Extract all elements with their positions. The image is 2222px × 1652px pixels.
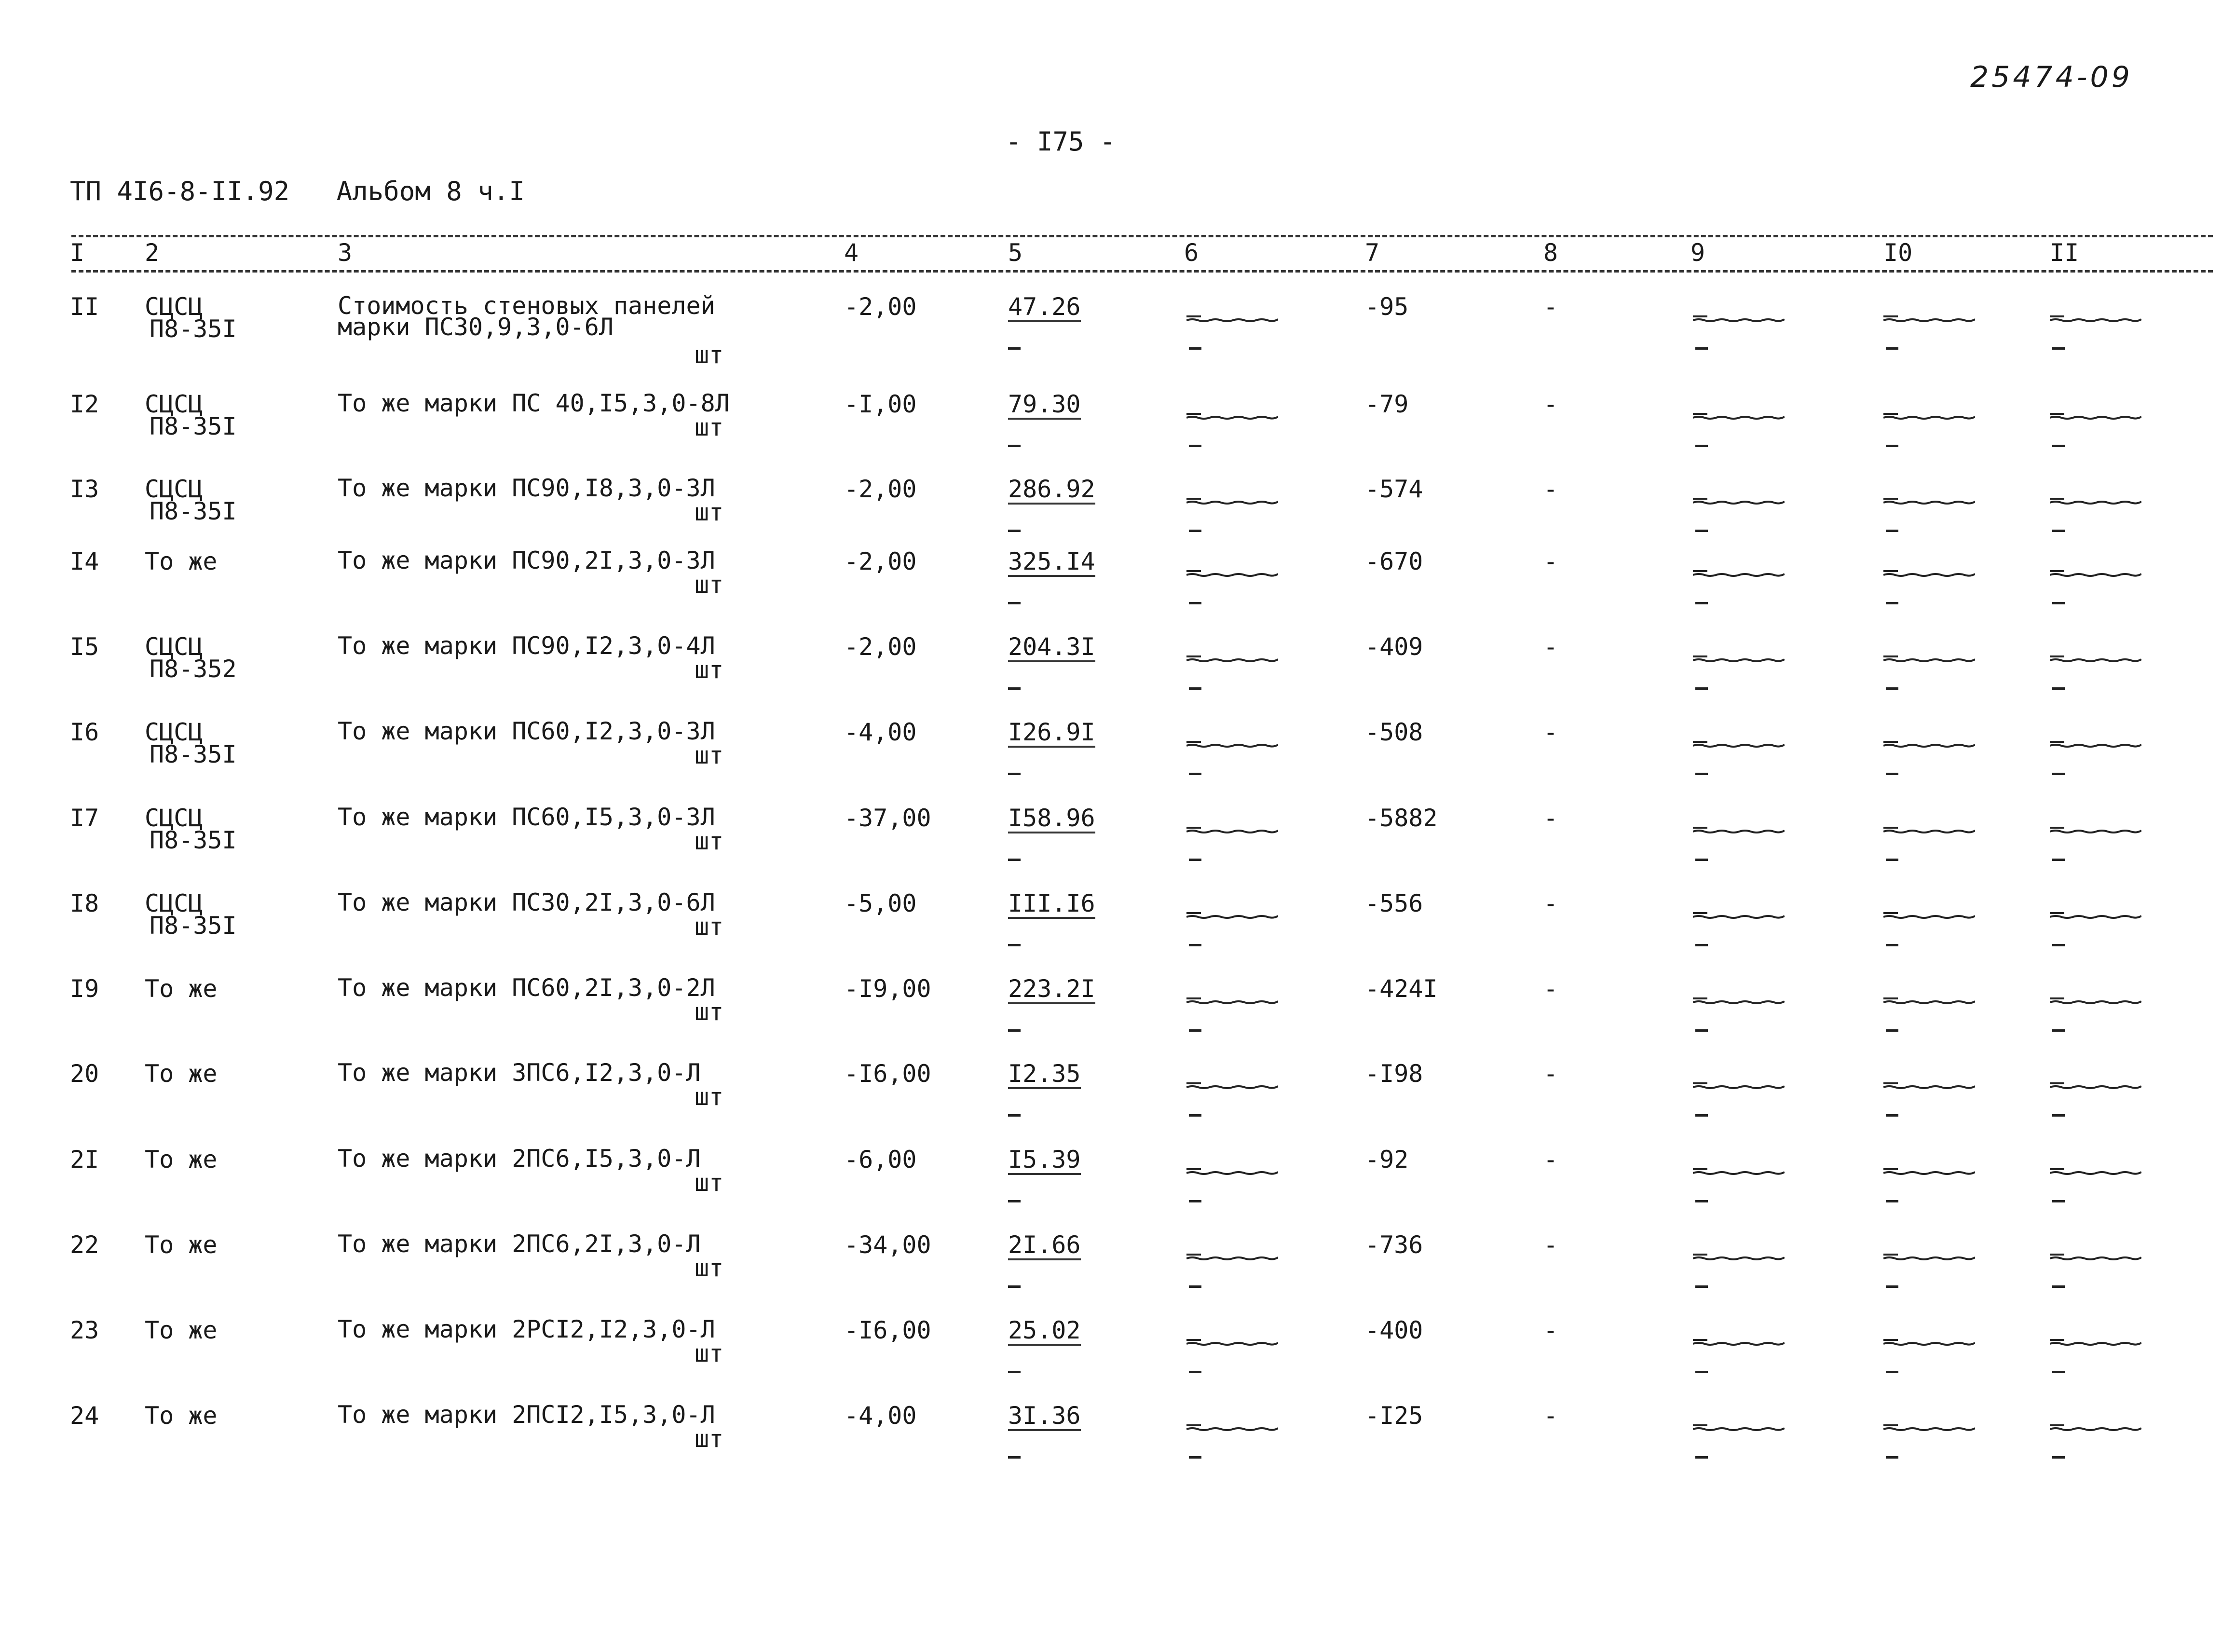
dash-mark (1695, 347, 1708, 350)
row-number: I4 (70, 547, 99, 575)
row-description-line2: марки ПС30,9,3,0-6Л (338, 313, 613, 341)
empty-value-mark (2050, 411, 2141, 421)
row-price: I26.9I (1008, 720, 1095, 748)
row-column-8: - (1543, 1146, 1558, 1174)
dash-mark (2052, 944, 2065, 946)
dash-mark (1189, 687, 1201, 690)
row-unit: шт (695, 571, 724, 599)
row-unit: шт (695, 1425, 724, 1453)
dash-mark (1008, 859, 1021, 861)
dash-mark (2052, 687, 2065, 690)
row-price: I2.35 (1008, 1061, 1081, 1089)
row-code: СЦСЦ (145, 390, 203, 418)
dash-mark (1695, 1456, 1708, 1459)
dash-mark (1189, 347, 1201, 350)
column-header: 5 (1008, 239, 1023, 267)
empty-value-mark (2050, 1337, 2141, 1347)
empty-value-mark (1693, 996, 1785, 1005)
row-code: СЦСЦ (145, 718, 203, 746)
row-column-8: - (1543, 804, 1558, 832)
empty-value-mark (1883, 1080, 1975, 1090)
row-description: То же марки ПС90,I8,3,0-3Л (338, 474, 715, 502)
row-price: 223.2I (1008, 976, 1095, 1004)
dash-mark (1695, 1114, 1708, 1117)
row-total: -508 (1365, 718, 1423, 746)
row-price: I5.39 (1008, 1147, 1081, 1175)
dash-mark (1886, 773, 1898, 775)
row-code: СЦСЦ (145, 804, 203, 832)
empty-value-mark (1186, 654, 1278, 663)
dash-mark (1189, 1456, 1201, 1459)
dash-mark (1886, 1456, 1898, 1459)
dash-mark (1695, 944, 1708, 946)
page-number: - I75 - (1006, 126, 1116, 157)
row-column-8: - (1543, 1402, 1558, 1430)
row-quantity: -6,00 (844, 1146, 917, 1174)
empty-value-mark (1186, 496, 1278, 505)
dash-mark (1886, 1371, 1898, 1373)
row-description: То же марки ПС 40,I5,3,0-8Л (338, 389, 730, 417)
empty-value-mark (2050, 654, 2141, 663)
empty-value-mark (1883, 825, 1975, 834)
dash-mark (2052, 1285, 2065, 1288)
row-price: 3I.36 (1008, 1403, 1081, 1431)
empty-value-mark (1693, 496, 1785, 505)
empty-value-mark (2050, 825, 2141, 834)
empty-value-mark (1883, 1337, 1975, 1347)
row-column-8: - (1543, 1316, 1558, 1344)
empty-value-mark (1186, 996, 1278, 1005)
row-column-8: - (1543, 718, 1558, 746)
row-description: То же марки ПС90,I2,3,0-4Л (338, 632, 715, 660)
dash-mark (1886, 445, 1898, 447)
empty-value-mark (1883, 314, 1975, 323)
empty-value-mark (1693, 1252, 1785, 1261)
row-code: То же (145, 1231, 218, 1259)
row-column-8: - (1543, 390, 1558, 418)
row-number: I2 (70, 390, 99, 418)
row-column-8: - (1543, 975, 1558, 1003)
dash-mark (1695, 530, 1708, 532)
row-unit: шт (695, 913, 724, 941)
row-quantity: -4,00 (844, 718, 917, 746)
row-unit: шт (695, 1339, 724, 1367)
row-code-secondary: П8-35I (150, 315, 237, 343)
row-quantity: -5,00 (844, 889, 917, 917)
row-total: -5882 (1365, 804, 1438, 832)
column-header: II (2050, 239, 2079, 267)
row-code: То же (145, 1316, 218, 1344)
row-number: I8 (70, 889, 99, 917)
dash-mark (1008, 1200, 1021, 1202)
dash-mark (1189, 602, 1201, 604)
row-description: То же марки 2РСI2,I2,3,0-Л (338, 1315, 715, 1343)
row-number: 24 (70, 1402, 99, 1430)
row-unit: шт (695, 827, 724, 855)
row-code: То же (145, 1060, 218, 1088)
dash-mark (1008, 445, 1021, 447)
dash-mark (2052, 859, 2065, 861)
row-quantity: -34,00 (844, 1231, 931, 1259)
row-number: II (70, 293, 99, 321)
row-description: То же марки ПС90,2I,3,0-3Л (338, 546, 715, 574)
dash-mark (1695, 773, 1708, 775)
row-total: -I98 (1365, 1060, 1423, 1088)
empty-value-mark (2050, 1252, 2141, 1261)
row-quantity: -37,00 (844, 804, 931, 832)
row-unit: шт (695, 498, 724, 526)
row-total: -92 (1365, 1146, 1409, 1174)
row-code-secondary: П8-35I (150, 412, 237, 440)
row-total: -670 (1365, 547, 1423, 575)
dash-mark (1189, 530, 1201, 532)
row-total: -79 (1365, 390, 1409, 418)
row-number: 23 (70, 1316, 99, 1344)
row-code: То же (145, 975, 218, 1003)
dash-mark (1886, 602, 1898, 604)
row-description: То же марки 2ПСI2,I5,3,0-Л (338, 1401, 715, 1429)
dash-mark (1189, 1114, 1201, 1117)
empty-value-mark (1693, 1337, 1785, 1347)
dash-mark (1695, 1371, 1708, 1373)
row-code: СЦСЦ (145, 633, 203, 661)
empty-value-mark (1186, 910, 1278, 920)
dash-mark (2052, 1371, 2065, 1373)
dash-mark (1886, 687, 1898, 690)
dash-mark (1008, 1456, 1021, 1459)
dash-mark (2052, 602, 2065, 604)
empty-value-mark (2050, 1422, 2141, 1432)
row-code: СЦСЦ (145, 293, 203, 321)
row-code-secondary: П8-35I (150, 826, 237, 854)
dash-mark (2052, 773, 2065, 775)
row-price: 25.02 (1008, 1318, 1081, 1346)
row-code-secondary: П8-352 (150, 655, 237, 683)
dash-mark (1008, 1285, 1021, 1288)
dash-mark (1695, 445, 1708, 447)
row-quantity: -I6,00 (844, 1060, 931, 1088)
document-number: 25474-09 (1970, 60, 2133, 94)
dash-mark (1189, 1371, 1201, 1373)
dash-mark (1189, 1285, 1201, 1288)
empty-value-mark (2050, 739, 2141, 749)
row-price: 286.92 (1008, 477, 1095, 505)
column-header: I (70, 239, 85, 267)
row-quantity: -4,00 (844, 1402, 917, 1430)
row-column-8: - (1543, 293, 1558, 321)
column-header: 4 (844, 239, 859, 267)
row-code: То же (145, 1402, 218, 1430)
row-code-secondary: П8-35I (150, 912, 237, 940)
dash-mark (2052, 530, 2065, 532)
empty-value-mark (1883, 1422, 1975, 1432)
row-unit: шт (695, 741, 724, 769)
album-label: Альбом 8 ч.I (336, 176, 525, 206)
column-header: 8 (1543, 239, 1558, 267)
row-unit: шт (695, 998, 724, 1026)
dash-mark (1695, 1285, 1708, 1288)
row-total: -95 (1365, 293, 1409, 321)
row-description: То же марки 2ПС6,2I,3,0-Л (338, 1230, 701, 1258)
table-top-rule (71, 235, 2213, 237)
row-total: -736 (1365, 1231, 1423, 1259)
empty-value-mark (1186, 1422, 1278, 1432)
empty-value-mark (1693, 654, 1785, 663)
row-price: 47.26 (1008, 294, 1081, 322)
dash-mark (1886, 944, 1898, 946)
dash-mark (1008, 347, 1021, 350)
dash-mark (1008, 773, 1021, 775)
empty-value-mark (2050, 314, 2141, 323)
empty-value-mark (1693, 739, 1785, 749)
dash-mark (1695, 1029, 1708, 1032)
row-description: То же марки ПС60,I2,3,0-3Л (338, 717, 715, 745)
dash-mark (1189, 859, 1201, 861)
column-header: 6 (1184, 239, 1199, 267)
dash-mark (1008, 602, 1021, 604)
row-column-8: - (1543, 1231, 1558, 1259)
empty-value-mark (1186, 1080, 1278, 1090)
row-quantity: -2,00 (844, 547, 917, 575)
dash-mark (1695, 687, 1708, 690)
empty-value-mark (2050, 996, 2141, 1005)
dash-mark (1886, 530, 1898, 532)
empty-value-mark (1186, 314, 1278, 323)
row-code: СЦСЦ (145, 475, 203, 503)
empty-value-mark (1693, 568, 1785, 578)
empty-value-mark (1693, 910, 1785, 920)
empty-value-mark (2050, 1080, 2141, 1090)
row-unit: шт (695, 341, 724, 369)
empty-value-mark (1883, 996, 1975, 1005)
row-unit: шт (695, 1169, 724, 1197)
dash-mark (2052, 1114, 2065, 1117)
empty-value-mark (2050, 496, 2141, 505)
empty-value-mark (1883, 1252, 1975, 1261)
row-price: I58.96 (1008, 806, 1095, 833)
dash-mark (1189, 773, 1201, 775)
row-number: I6 (70, 718, 99, 746)
row-quantity: -I,00 (844, 390, 917, 418)
empty-value-mark (1883, 568, 1975, 578)
document-code: ТП 4I6-8-II.92 (70, 176, 290, 206)
row-price: 2I.66 (1008, 1232, 1081, 1260)
column-header: 3 (338, 239, 353, 267)
empty-value-mark (1693, 411, 1785, 421)
row-column-8: - (1543, 547, 1558, 575)
dash-mark (1008, 1371, 1021, 1373)
empty-value-mark (1186, 739, 1278, 749)
dash-mark (1886, 1029, 1898, 1032)
row-total: -424I (1365, 975, 1438, 1003)
empty-value-mark (2050, 568, 2141, 578)
row-price: 325.I4 (1008, 549, 1095, 577)
empty-value-mark (1186, 1166, 1278, 1176)
row-number: I5 (70, 633, 99, 661)
row-price: III.I6 (1008, 891, 1095, 919)
row-quantity: -2,00 (844, 475, 917, 503)
empty-value-mark (1186, 568, 1278, 578)
empty-value-mark (1883, 1166, 1975, 1176)
dash-mark (1008, 1114, 1021, 1117)
empty-value-mark (1693, 1422, 1785, 1432)
dash-mark (2052, 1200, 2065, 1202)
dash-mark (2052, 1029, 2065, 1032)
empty-value-mark (1883, 739, 1975, 749)
empty-value-mark (2050, 910, 2141, 920)
row-column-8: - (1543, 1060, 1558, 1088)
row-unit: шт (695, 413, 724, 441)
row-number: 22 (70, 1231, 99, 1259)
empty-value-mark (1693, 825, 1785, 834)
row-quantity: -I9,00 (844, 975, 931, 1003)
row-description: То же марки ПС30,2I,3,0-6Л (338, 888, 715, 916)
row-column-8: - (1543, 889, 1558, 917)
dash-mark (1189, 944, 1201, 946)
dash-mark (1189, 1200, 1201, 1202)
row-column-8: - (1543, 633, 1558, 661)
row-price: 79.30 (1008, 392, 1081, 420)
dash-mark (1886, 859, 1898, 861)
dash-mark (1695, 1200, 1708, 1202)
row-total: -400 (1365, 1316, 1423, 1344)
row-number: 2I (70, 1146, 99, 1174)
table-header-rule (71, 270, 2213, 273)
row-description: То же марки 2ПС6,I5,3,0-Л (338, 1145, 701, 1173)
empty-value-mark (1186, 1337, 1278, 1347)
dash-mark (1886, 1285, 1898, 1288)
row-price: 204.3I (1008, 634, 1095, 662)
dash-mark (1008, 944, 1021, 946)
row-code-secondary: П8-35I (150, 740, 237, 768)
row-code: То же (145, 1146, 218, 1174)
row-unit: шт (695, 1254, 724, 1282)
dash-mark (1695, 602, 1708, 604)
row-total: -409 (1365, 633, 1423, 661)
empty-value-mark (1883, 496, 1975, 505)
dash-mark (1695, 859, 1708, 861)
row-total: -556 (1365, 889, 1423, 917)
dash-mark (2052, 445, 2065, 447)
row-number: 20 (70, 1060, 99, 1088)
row-quantity: -2,00 (844, 293, 917, 321)
empty-value-mark (1186, 411, 1278, 421)
dash-mark (2052, 1456, 2065, 1459)
dash-mark (1886, 1114, 1898, 1117)
dash-mark (1189, 445, 1201, 447)
column-header: 7 (1365, 239, 1380, 267)
row-number: I3 (70, 475, 99, 503)
empty-value-mark (1693, 314, 1785, 323)
row-code-secondary: П8-35I (150, 497, 237, 525)
dash-mark (1189, 1029, 1201, 1032)
dash-mark (1008, 1029, 1021, 1032)
row-unit: шт (695, 1083, 724, 1111)
empty-value-mark (1186, 1252, 1278, 1261)
row-description: Стоимость стеновых панелей (338, 292, 715, 320)
row-unit: шт (695, 656, 724, 684)
row-code: СЦСЦ (145, 889, 203, 917)
row-quantity: -I6,00 (844, 1316, 931, 1344)
dash-mark (1008, 530, 1021, 532)
dash-mark (1008, 687, 1021, 690)
row-code: То же (145, 547, 218, 575)
row-total: -I25 (1365, 1402, 1423, 1430)
empty-value-mark (1883, 411, 1975, 421)
empty-value-mark (1883, 910, 1975, 920)
empty-value-mark (1883, 654, 1975, 663)
empty-value-mark (2050, 1166, 2141, 1176)
row-column-8: - (1543, 475, 1558, 503)
empty-value-mark (1693, 1080, 1785, 1090)
column-header: 2 (145, 239, 160, 267)
row-description: То же марки 3ПС6,I2,3,0-Л (338, 1059, 701, 1087)
row-total: -574 (1365, 475, 1423, 503)
document-header (70, 176, 525, 206)
dash-mark (1886, 347, 1898, 350)
row-description: То же марки ПС60,I5,3,0-3Л (338, 803, 715, 831)
empty-value-mark (1693, 1166, 1785, 1176)
dash-mark (1886, 1200, 1898, 1202)
dash-mark (2052, 347, 2065, 350)
row-number: I7 (70, 804, 99, 832)
column-header: 9 (1690, 239, 1705, 267)
empty-value-mark (1186, 825, 1278, 834)
column-header: I0 (1883, 239, 1913, 267)
row-quantity: -2,00 (844, 633, 917, 661)
row-description: То же марки ПС60,2I,3,0-2Л (338, 974, 715, 1002)
row-number: I9 (70, 975, 99, 1003)
